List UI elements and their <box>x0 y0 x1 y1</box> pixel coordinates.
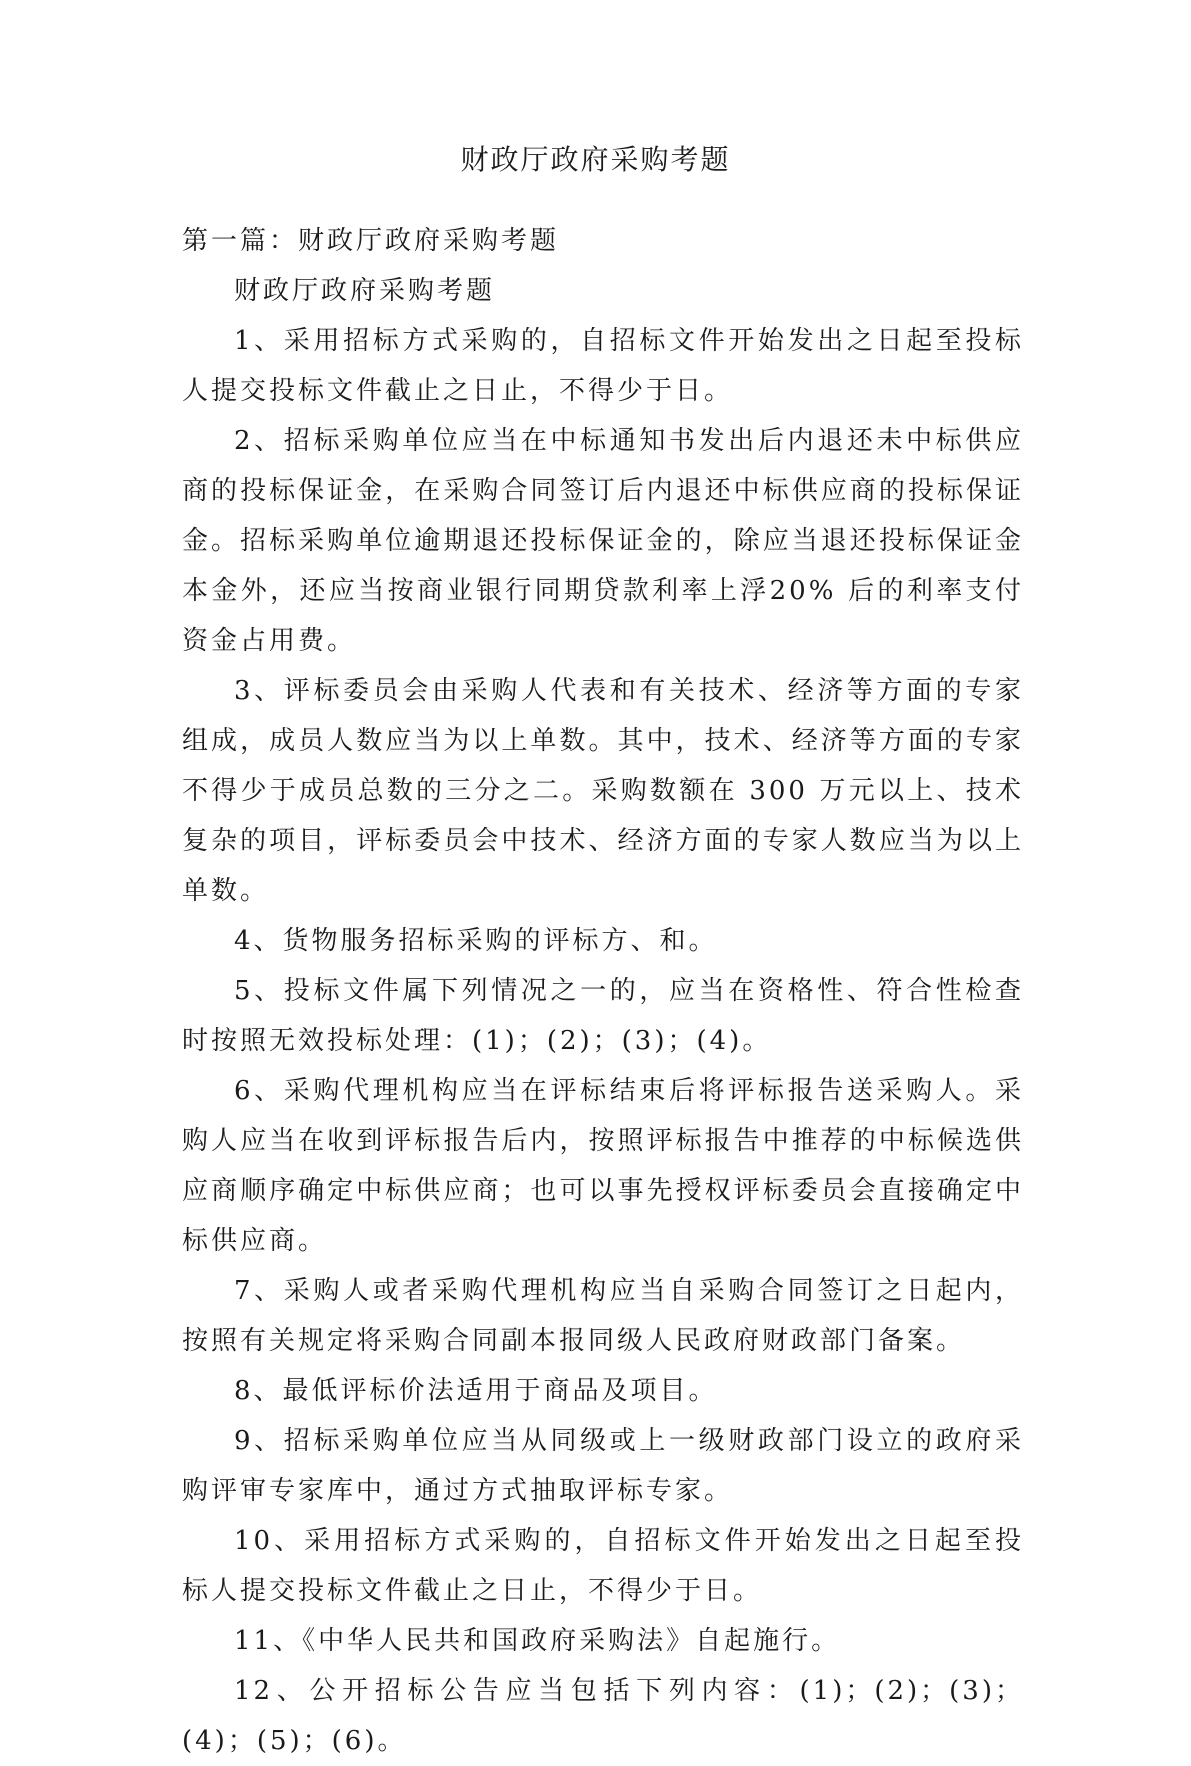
paragraph-3: 3、评标委员会由采购人代表和有关技术、经济等方面的专家组成，成员人数应当为以上单数。其中，技术、经济等方面的专家不得少于成员总数的三分之二。采购数额在 300 万元以上、技术复杂的项目，评标委员会中技术、经济方面的专家人数应当为以上单数。 <box>182 676 1024 906</box>
document-title: 财政厅政府采购考题 <box>460 143 731 176</box>
paragraph-7: 7、采购人或者采购代理机构应当自采购合同签订之日起内，按照有关规定将采购合同副本报同级人民政府财政部门备案。 <box>182 1276 1024 1356</box>
subheading: 财政厅政府采购考题 <box>234 276 496 306</box>
paragraph-2: 2、招标采购单位应当在中标通知书发出后内退还未中标供应商的投标保证金，在采购合同签订后内退还中标供应商的投标保证金。招标采购单位逾期退还投标保证金的，除应当退还投标保证金本金外，还应当按商业银行同期贷款利率上浮20% 后的利率支付资金占用费。 <box>182 426 1024 656</box>
part-heading: 第一篇：财政厅政府采购考题 <box>182 226 560 256</box>
document-body <box>182 216 1024 1766</box>
paragraph-9: 9、招标采购单位应当从同级或上一级财政部门设立的政府采购评审专家库中，通过方式抽取评标专家。 <box>182 1426 1024 1506</box>
paragraph-1: 1、采用招标方式采购的，自招标文件开始发出之日起至投标人提交投标文件截止之日止，不得少于日。 <box>182 326 1024 406</box>
paragraph-6: 6、采购代理机构应当在评标结束后将评标报告送采购人。采购人应当在收到评标报告后内，按照评标报告中推荐的中标候选供应商顺序确定中标供应商；也可以事先授权评标委员会直接确定中标供应商。 <box>182 1076 1024 1256</box>
paragraph-12: 12、公开招标公告应当包括下列内容：(1)；(2)；(3)；(4)；(5)；(6)。 <box>182 1676 1024 1756</box>
paragraph-11: 11、《中华人民共和国政府采购法》自起施行。 <box>234 1626 841 1656</box>
paragraph-4: 4、货物服务招标采购的评标方、和。 <box>234 926 718 956</box>
paragraph-8: 8、最低评标价法适用于商品及项目。 <box>234 1376 718 1406</box>
paragraph-5: 5、投标文件属下列情况之一的，应当在资格性、符合性检查时按照无效投标处理：(1)；(2)；(3)；(4)。 <box>182 976 1024 1056</box>
paragraph-10: 10、采用招标方式采购的，自招标文件开始发出之日起至投标人提交投标文件截止之日止，不得少于日。 <box>182 1526 1024 1606</box>
